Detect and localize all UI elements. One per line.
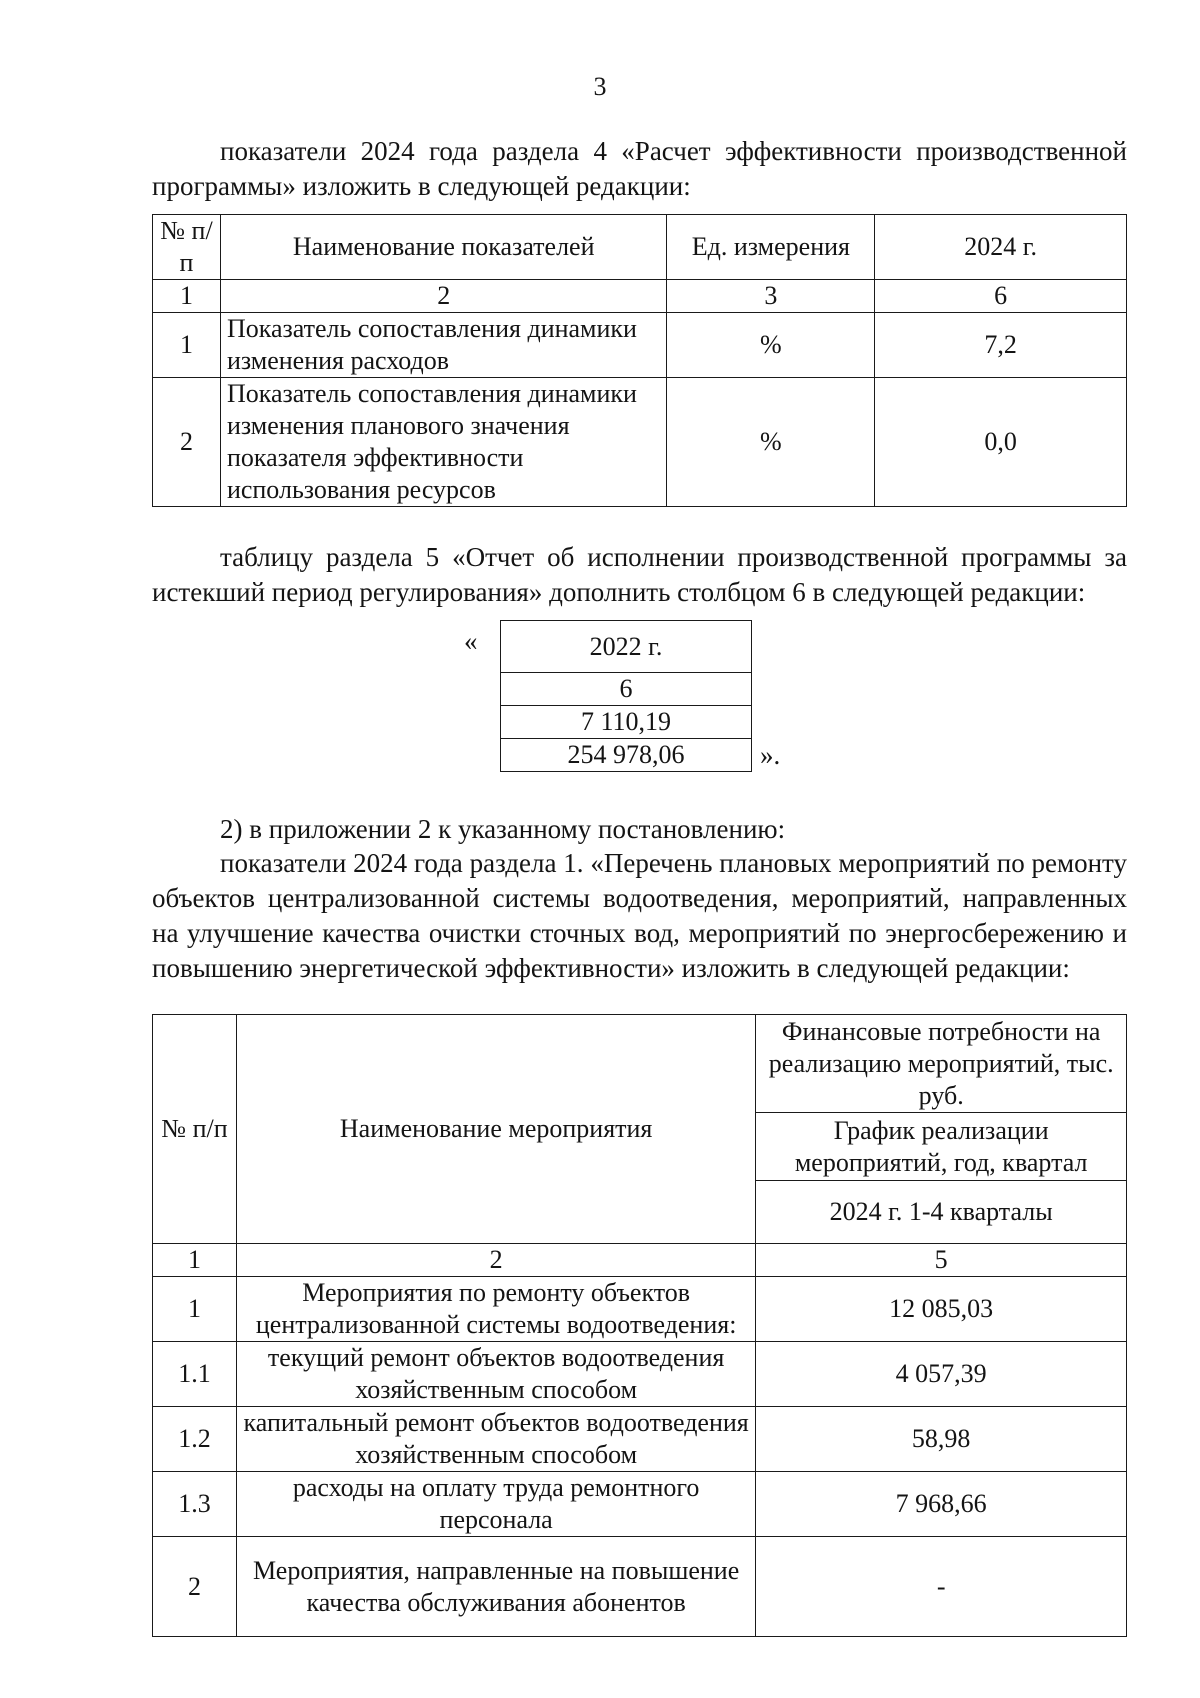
quote-close: ».	[760, 740, 781, 770]
row-number-cell: 2	[153, 1537, 237, 1637]
header-cell: № п/п	[153, 215, 221, 280]
header-cell: Наименование мероприятия	[236, 1015, 755, 1244]
numbering-cell: 2	[220, 280, 667, 313]
measures-table	[152, 1014, 1127, 1637]
header-cell: Наименование показателей	[220, 215, 667, 280]
value-cell: 4 057,39	[756, 1342, 1127, 1407]
numbering-cell: 6	[875, 280, 1127, 313]
value-cell: 0,0	[875, 378, 1127, 507]
quote-open: «	[464, 626, 478, 656]
table-row	[153, 1472, 1127, 1537]
header-cell: № п/п	[153, 1015, 237, 1244]
page-number: 3	[593, 72, 607, 101]
numbering-row	[153, 280, 1127, 313]
header-cell: График реализации мероприятий, год, квартал	[756, 1113, 1127, 1181]
measure-name-cell: расходы на оплату труда ремонтного персонала	[236, 1472, 755, 1537]
table-header-row	[153, 215, 1127, 280]
paragraph-4	[152, 846, 1127, 986]
measure-name-cell: Мероприятия, направленные на повышение качества обслуживания абонентов	[236, 1537, 755, 1637]
row-number-cell: 2	[153, 378, 221, 507]
header-cell: Финансовые потребности на реализацию мероприятий, тыс. руб.	[756, 1015, 1127, 1113]
row-number-cell: 1	[153, 1277, 237, 1342]
numbering-cell: 1	[153, 280, 221, 313]
indicator-name-cell: Показатель сопоставления динамики изменения планового значения показателя эффективности использования ресурсов	[220, 378, 667, 507]
paragraph-1-text: показатели 2024 года раздела 4 «Расчет эффективности производственной программы» изложить в следующей редакции:	[152, 136, 1127, 201]
value-cell: 254 978,06	[501, 739, 752, 772]
numbering-row	[153, 1244, 1127, 1277]
indicators-table	[152, 214, 1127, 507]
numbering-cell: 6	[501, 673, 752, 706]
numbering-cell: 2	[236, 1244, 755, 1277]
header-cell: Ед. измерения	[667, 215, 875, 280]
value-cell: 7,2	[875, 313, 1127, 378]
report-column-table	[500, 620, 752, 772]
row-number-cell: 1	[153, 313, 221, 378]
paragraph-2-text: таблицу раздела 5 «Отчет об исполнении производственной программы за истекший период регулирования» дополнить столбцом 6 в следующей редакции:	[152, 542, 1127, 607]
row-number-cell: 1.2	[153, 1407, 237, 1472]
measure-name-cell: текущий ремонт объектов водоотведения хозяйственным способом	[236, 1342, 755, 1407]
indicator-name-cell: Показатель сопоставления динамики изменения расходов	[220, 313, 667, 378]
table-row	[153, 1277, 1127, 1342]
value-cell: 7 110,19	[501, 706, 752, 739]
unit-cell: %	[667, 313, 875, 378]
measure-name-cell: Мероприятия по ремонту объектов централизованной системы водоотведения:	[236, 1277, 755, 1342]
table-row	[153, 1407, 1127, 1472]
paragraph-2	[152, 540, 1127, 610]
measure-name-cell: капитальный ремонт объектов водоотведения хозяйственным способом	[236, 1407, 755, 1472]
header-cell: 2024 г. 1-4 кварталы	[756, 1181, 1127, 1244]
header-cell: 2024 г.	[875, 215, 1127, 280]
header-cell: 2022 г.	[501, 621, 752, 673]
value-cell: 12 085,03	[756, 1277, 1127, 1342]
row-number-cell: 1.1	[153, 1342, 237, 1407]
row-number-cell: 1.3	[153, 1472, 237, 1537]
value-cell: -	[756, 1537, 1127, 1637]
paragraph-1	[152, 134, 1127, 204]
paragraph-4-text: показатели 2024 года раздела 1. «Перечень плановых мероприятий по ремонту объектов централизованной системы водоотведения, мероприятий, направленных на улучшение качества очистки сточных вод, мероприятий по энергосбережению и повышению энергетической эффективности» изложить в следующей редакции:	[152, 848, 1127, 983]
item-2-line: 2) в приложении 2 к указанному постановлению:	[220, 814, 786, 844]
value-cell: 58,98	[756, 1407, 1127, 1472]
table-row	[153, 313, 1127, 378]
numbering-cell: 1	[153, 1244, 237, 1277]
table-row	[153, 1342, 1127, 1407]
numbering-cell: 3	[667, 280, 875, 313]
numbering-cell: 5	[756, 1244, 1127, 1277]
value-cell: 7 968,66	[756, 1472, 1127, 1537]
table-row	[153, 1537, 1127, 1637]
unit-cell: %	[667, 378, 875, 507]
table-row	[153, 378, 1127, 507]
